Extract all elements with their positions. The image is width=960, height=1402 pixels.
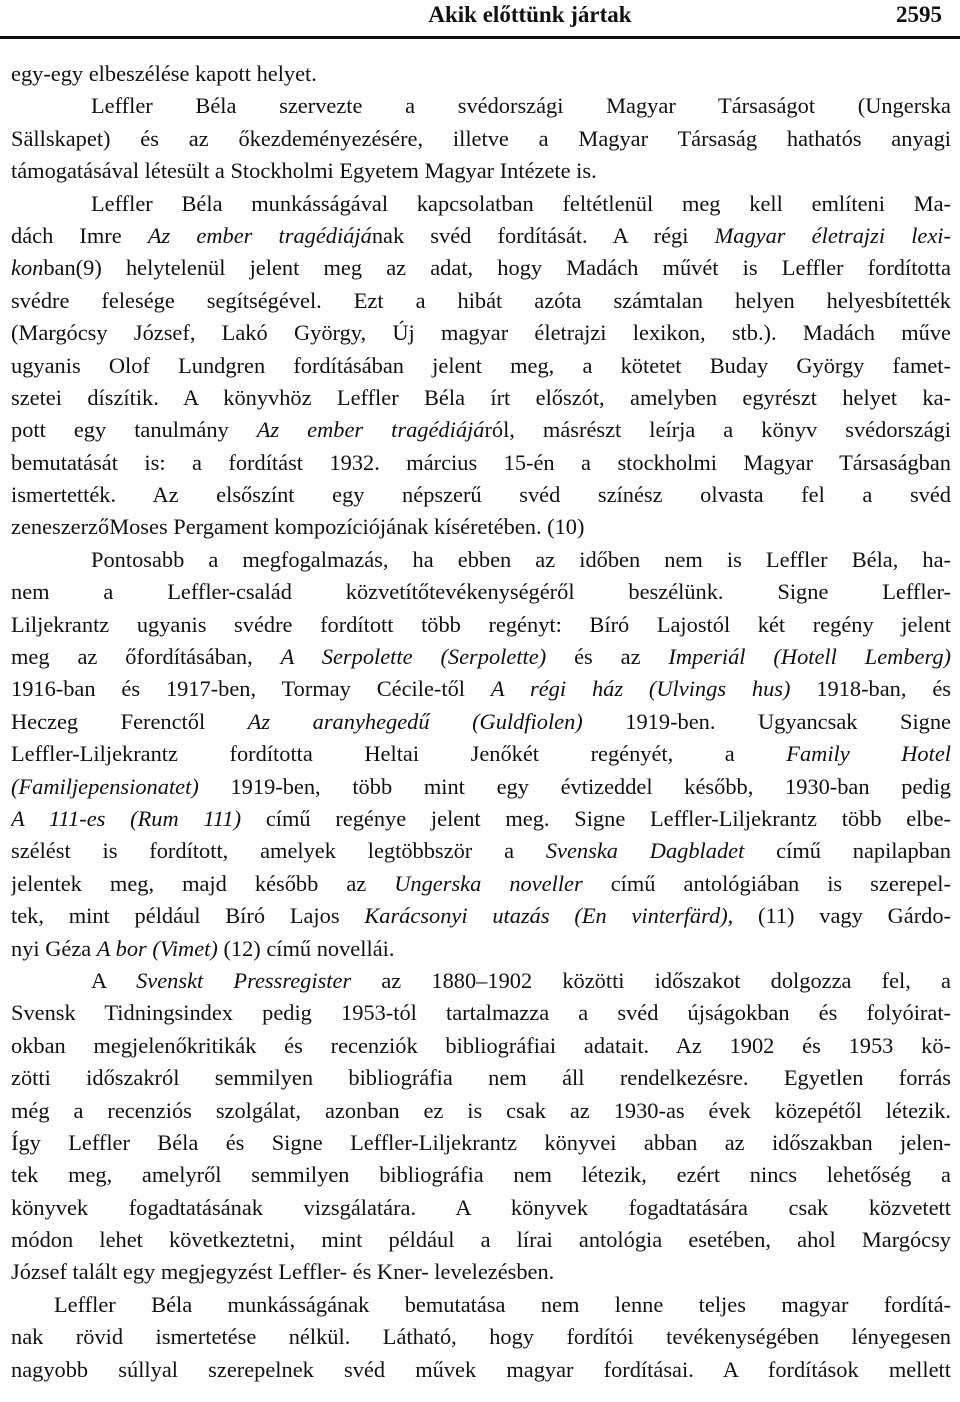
text-line xyxy=(11,609,951,641)
text-run: zötti időszakról semmilyen bibliográfia nem áll rendelkezésre. Egyetlen forrás xyxy=(11,1065,951,1091)
text-line xyxy=(11,738,951,770)
text-run: támogatásával létesült a Stockholmi Egyetem Magyar Intézete is. xyxy=(11,158,597,184)
text-line xyxy=(11,1192,951,1224)
italic-title: Karácsonyi utazás (En vinterfärd), xyxy=(364,903,734,929)
text-run: okban megjelenőkritikák és recenziók bibliográfiai adatait. Az 1902 és 1953 kö- xyxy=(11,1032,951,1058)
italic-title: Ungerska noveller xyxy=(394,870,583,896)
italic-title: Magyar életrajzi lexi- xyxy=(714,222,951,248)
text-line xyxy=(11,933,951,965)
text-run: (12) című novellái. xyxy=(217,935,395,961)
text-line xyxy=(11,1256,951,1288)
italic-title: A régi ház (Ulvings hus) xyxy=(490,676,791,702)
text-run: könyvek fogadtatásának vizsgálatára. A könyvek fogadtatására csak közvetett xyxy=(11,1194,951,1220)
italic-title: Az ember tragédiájá xyxy=(147,222,372,248)
text-line xyxy=(11,965,951,997)
text-run: József talált egy megjegyzést Leffler- és Kner- levelezésben. xyxy=(11,1259,555,1285)
page-header xyxy=(0,0,960,40)
italic-title: A Serpolette (Serpolette) xyxy=(280,644,547,670)
text-run: nak svéd fordítását. A régi xyxy=(371,222,715,248)
text-line xyxy=(11,803,951,835)
text-line xyxy=(11,447,951,479)
text-line xyxy=(11,317,951,349)
text-line xyxy=(11,252,951,284)
text-run: című napilapban xyxy=(744,838,951,864)
italic-title: Svenska Dagbladet xyxy=(545,838,745,864)
text-line xyxy=(11,706,951,738)
text-run: 1918-ban, és xyxy=(790,676,951,702)
text-run: Így Leffler Béla és Signe Leffler-Liljekrantz könyvei abban az időszakban jelen- xyxy=(11,1129,951,1155)
text-run: ban(9) helytelenül jelent meg az adat, hogy Madách művét is Leffler fordította xyxy=(43,255,951,281)
italic-title: Family Hotel xyxy=(786,741,951,767)
text-line xyxy=(11,123,951,155)
text-line xyxy=(11,479,951,511)
italic-title: A bor (Vimet) xyxy=(96,935,218,961)
text-run: Pontosabb a megfogalmazás, ha ebben az időben nem is Leffler Béla, ha- xyxy=(91,546,951,572)
text-line xyxy=(11,1321,951,1353)
text-line xyxy=(11,1289,951,1321)
text-run: ugyanis Olof Lundgren fordításában jelent meg, a kötetet Buday György famet- xyxy=(11,352,951,378)
text-line xyxy=(11,997,951,1029)
text-line xyxy=(11,58,951,90)
header-rule xyxy=(0,36,960,39)
italic-title: Az ember tragédiájá xyxy=(256,417,485,443)
italic-title: Imperiál (Hotell Lemberg) xyxy=(668,644,951,670)
text-line xyxy=(11,1030,951,1062)
text-line xyxy=(11,382,951,414)
text-line xyxy=(11,511,951,543)
text-run: Sällskapet) és az őkezdeményezésére, illetve a Magyar Társaság hathatós anyagi xyxy=(11,125,951,151)
page-number: 2595 xyxy=(896,2,942,27)
text-run: 1919-ben, több mint egy évtizeddel később, 1930-ban pedig xyxy=(198,773,951,799)
text-run: 1916-ban és 1917-ben, Tormay Cécile-től xyxy=(11,676,491,702)
text-line xyxy=(11,868,951,900)
text-run: nem a Leffler-család közvetítőtevékenységéről beszélünk. Signe Leffler- xyxy=(11,579,951,605)
text-run: nak rövid ismertetése nélkül. Látható, hogy fordítói tevékenységében lényegesen xyxy=(11,1324,951,1350)
text-line xyxy=(11,220,951,252)
text-line xyxy=(11,1127,951,1159)
text-run: A xyxy=(91,967,137,993)
text-run: dách Imre xyxy=(11,222,148,248)
text-run: zeneszerzőMoses Pergament kompozíciójának kíséretében. (10) xyxy=(11,514,585,540)
text-line xyxy=(11,771,951,803)
text-run: ról, másrészt leírja a könyv svédországi xyxy=(484,417,951,443)
text-run: Heczeg Ferenctől xyxy=(11,708,248,734)
text-run: Svensk Tidningsindex pedig 1953-tól tartalmazza a svéd újságokban és folyóirat- xyxy=(11,1000,951,1026)
text-run: még a recenziós szolgálat, azonban ez is csak az 1930-as évek közepétől létezik. xyxy=(11,1097,951,1123)
text-run: Leffler Béla munkásságával kapcsolatban feltétlenül meg kell említeni Ma- xyxy=(91,190,951,216)
text-line xyxy=(11,1062,951,1094)
text-run: meg az őfordításában, xyxy=(11,644,281,670)
text-line xyxy=(11,673,951,705)
text-run: 1919-ben. Ugyancsak Signe xyxy=(582,708,951,734)
text-run: az 1880–1902 közötti időszakot dolgozza fel, a xyxy=(351,967,951,993)
text-line xyxy=(11,285,951,317)
text-run: nyi Géza xyxy=(11,935,97,961)
text-run: ismertették. Az elsőszínt egy népszerű svéd színész olvasta fel a svéd xyxy=(11,482,951,508)
text-line xyxy=(11,835,951,867)
text-run: Leffler Béla munkásságának bemutatása nem lenne teljes magyar fordítá- xyxy=(54,1291,951,1317)
text-run: (11) vagy Gárdo- xyxy=(733,903,951,929)
text-line xyxy=(11,1095,951,1127)
text-run: pott egy tanulmány xyxy=(11,417,257,443)
text-run: Leffler-Liljekrantz fordította Heltai Jenőkét regényét, a xyxy=(11,741,787,767)
text-line xyxy=(11,414,951,446)
text-run: tek meg, amelyről semmilyen bibliográfia nem létezik, ezért nincs lehetőség a xyxy=(11,1162,951,1188)
text-line xyxy=(11,350,951,382)
text-line xyxy=(11,641,951,673)
text-line xyxy=(11,900,951,932)
text-run: Liljekrantz ugyanis svédre fordított több regényt: Bíró Lajostól két regény jelent xyxy=(11,611,951,637)
text-line xyxy=(11,544,951,576)
text-line xyxy=(11,1354,951,1386)
body-text xyxy=(11,58,951,1386)
italic-title: kon xyxy=(11,255,44,281)
text-run: svédre felesége segítségével. Ezt a hibát azóta számtalan helyen helyesbítették xyxy=(11,287,951,313)
text-run: tek, mint például Bíró Lajos xyxy=(11,903,365,929)
text-line xyxy=(11,1224,951,1256)
text-run: bemutatását is: a fordítást 1932. március 15-én a stockholmi Magyar Társaságban xyxy=(11,449,951,475)
italic-title: Az aranyhegedű (Guldfiolen) xyxy=(247,708,583,734)
running-title: Akik előttünk jártak xyxy=(428,2,632,27)
text-line xyxy=(11,576,951,608)
text-run: nagyobb súllyal szerepelnek svéd művek magyar fordításai. A fordítások mellett xyxy=(11,1356,951,1382)
text-line xyxy=(11,155,951,187)
text-line xyxy=(11,90,951,122)
text-run: egy-egy elbeszélése kapott helyet. xyxy=(11,61,317,86)
text-run: szetei díszítik. A könyvhöz Leffler Béla írt előszót, amelyben egyrészt helyet ka- xyxy=(11,384,951,410)
text-run: Leffler Béla szervezte a svédországi Magyar Társaságot (Ungerska xyxy=(91,93,951,119)
text-run: módon lehet következtetni, mint például a lírai antológia esetében, ahol Margócsy xyxy=(11,1227,951,1253)
italic-title: A 111-es (Rum 111) xyxy=(11,805,242,831)
text-run: című antológiában is szerepel- xyxy=(582,870,951,896)
text-run: című regénye jelent meg. Signe Leffler-Liljekrantz több elbe- xyxy=(241,805,951,831)
text-line xyxy=(11,1159,951,1191)
text-run: szélést is fordított, amelyek legtöbbször a xyxy=(11,838,546,864)
text-line xyxy=(11,188,951,220)
italic-title: (Familjepensionatet) xyxy=(11,773,199,799)
text-run: jelentek meg, majd később az xyxy=(11,870,395,896)
text-run: és az xyxy=(546,644,669,670)
text-run: (Margócsy József, Lakó György, Új magyar életrajzi lexikon, stb.). Madách műve xyxy=(11,320,951,346)
italic-title: Svenskt Pressregister xyxy=(136,967,352,993)
